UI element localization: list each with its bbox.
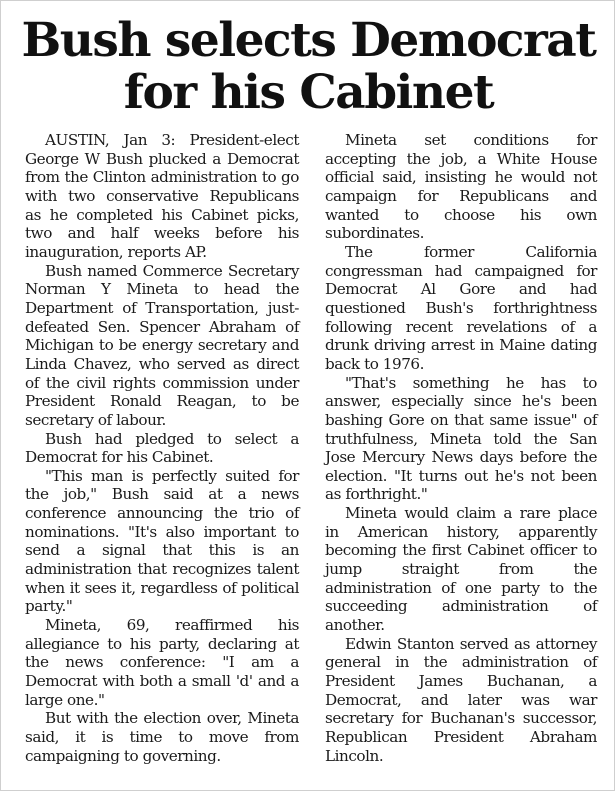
- left-column: [25, 131, 299, 765]
- paragraph: The former California congressman had campaigned for Democrat Al Gore and had questioned Bush's forthrightness following recent revelations of a drunk driving arrest in Maine dating back to 1976.: [325, 242, 597, 373]
- paragraph: Bush named Commerce Secretary Norman Y Mineta to head the Department of Transportation, just-defeated Sen. Spencer Abraham of Michigan to be energy secretary and Linda Chavez, who served as direct of the civil rights commission under President Ronald Reagan, to be secretary of labour.: [25, 261, 299, 429]
- headline-line-2: for his Cabinet: [123, 65, 494, 120]
- paragraph: Mineta would claim a rare place in American history, apparently becoming the first Cabinet officer to jump straight from the administration of one party to the succeeding administration of another.: [325, 504, 597, 635]
- paragraph: Bush had pledged to select a Democrat for his Cabinet.: [25, 429, 299, 467]
- paragraph: Mineta, 69, reaffirmed his allegiance to his party, declaring at the news conference: "I am a Democrat with both a small 'd' and a large one.": [25, 616, 299, 709]
- paragraph: Mineta set conditions for accepting the job, a White House official said, insisting he would not campaign for Republicans and wanted to choose his own subordinates.: [325, 131, 597, 243]
- paragraph: Edwin Stanton served as attorney general in the administration of President James Buchanan, a Democrat, and later was war secretary for Buchanan's successor, Republican President Abraham Lincoln.: [325, 634, 597, 765]
- paragraph: "That's something he has to answer, especially since he's been bashing Gore on that same issue" of truthfulness, Mineta told the San Jose Mercury News days before the election. "It turns out he's not been as forthright.": [325, 373, 597, 504]
- headline-line-1: Bush selects Democrat: [21, 13, 596, 68]
- headline: [1, 15, 615, 119]
- paragraph: AUSTIN, Jan 3: President-elect George W Bush plucked a Democrat from the Clinton administration to go with two conservative Republicans as he completed his Cabinet picks, two and half weeks before his inauguration, reports AP.: [25, 131, 299, 261]
- paragraph: "This man is perfectly suited for the job," Bush said at a news conference announcing the trio of nominations. "It's also important to send a signal that this is an administration that recognizes talent when it sees it, regardless of political party.": [25, 466, 299, 616]
- paragraph: But with the election over, Mineta said, it is time to move from campaigning to governing.: [25, 709, 299, 765]
- right-column: [325, 131, 597, 765]
